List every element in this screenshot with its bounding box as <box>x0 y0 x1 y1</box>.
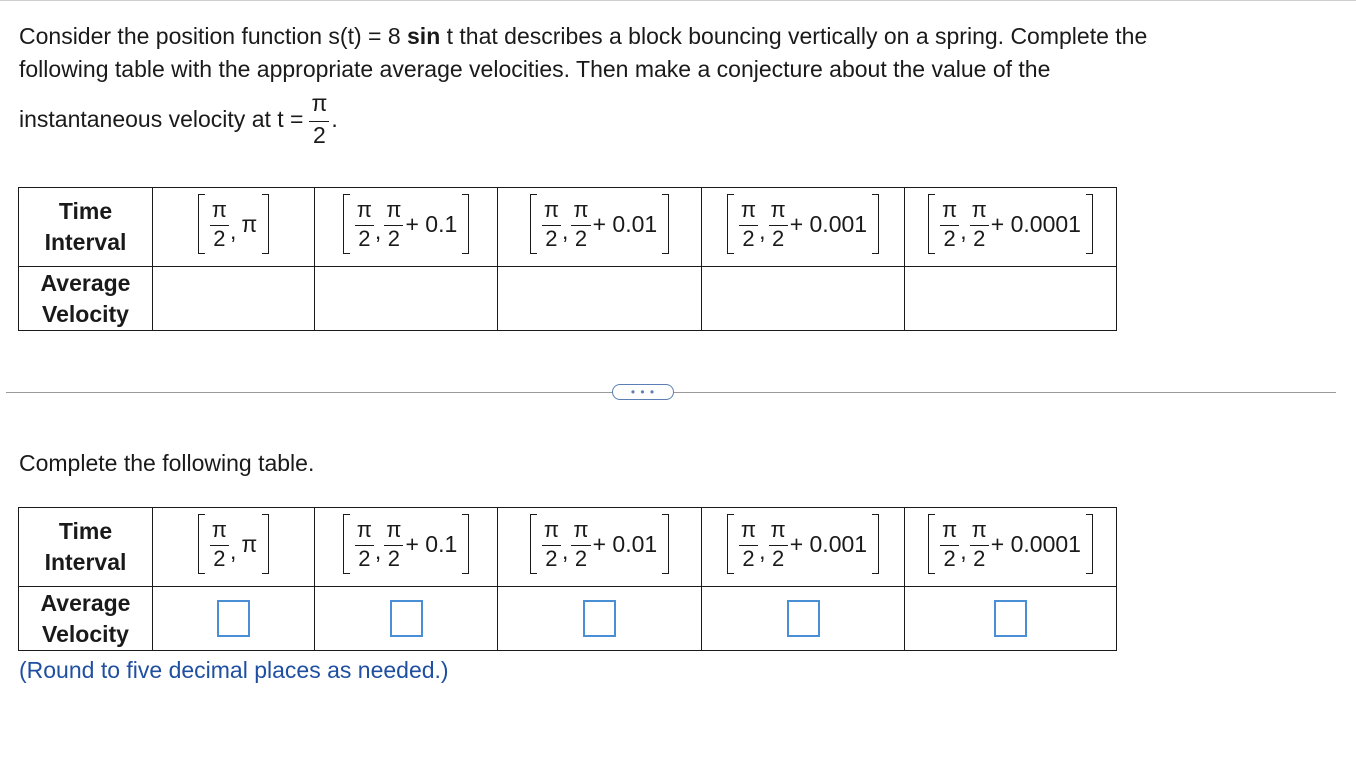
interval-cell: $\frac{\pi}{2}$ , $\frac{\pi}{2}$ + 0.001 <box>702 188 905 267</box>
sin-function: sin <box>407 23 441 49</box>
velocity-cell <box>153 267 315 331</box>
velocity-answer-input-1[interactable] <box>217 600 250 637</box>
interval-cell: $\frac{\pi}{2}$ , $\frac{\pi}{2}$ + 0.1 <box>315 508 498 587</box>
question-line-1: Consider the position function s(t) = 8 sin t that describes a block bouncing vertically on a spring. Complete the <box>19 23 1148 49</box>
show-more-button[interactable]: • • • <box>612 384 674 400</box>
velocity-answer-input-3[interactable] <box>583 600 616 637</box>
interval-cell: $\frac{\pi}{2}$ , $\frac{\pi}{2}$ + 0.0001 <box>905 508 1117 587</box>
rounding-note: (Round to five decimal places as needed.) <box>19 657 449 683</box>
velocity-answer-input-2[interactable] <box>390 600 423 637</box>
interval-cell: $\frac{\pi}{2}$ , $\frac{\pi}{2}$ + 0.01 <box>498 508 702 587</box>
time-interval-header: Time Interval <box>19 508 153 587</box>
velocity-answer-cell <box>498 587 702 651</box>
t-value-fraction: $\frac{\pi}{2}$ <box>311 90 328 148</box>
interval-cell: $\frac{\pi}{2}$ , π <box>153 188 315 267</box>
instruction-text: Complete the following table. <box>19 450 315 476</box>
velocity-cell <box>315 267 498 331</box>
velocity-answer-cell <box>315 587 498 651</box>
time-interval-header: Time Interval <box>19 188 153 267</box>
velocity-answer-cell <box>905 587 1117 651</box>
velocity-table-static <box>18 187 1117 331</box>
interval-cell: $\frac{\pi}{2}$ , $\frac{\pi}{2}$ + 0.1 <box>315 188 498 267</box>
velocity-answer-input-5[interactable] <box>994 600 1027 637</box>
velocity-table-answer <box>18 507 1117 651</box>
velocity-cell <box>905 267 1117 331</box>
interval-cell: $\frac{\pi}{2}$ , $\frac{\pi}{2}$ + 0.01 <box>498 188 702 267</box>
velocity-answer-input-4[interactable] <box>787 600 820 637</box>
interval-cell: $\frac{\pi}{2}$ , $\frac{\pi}{2}$ + 0.001 <box>702 508 905 587</box>
interval-cell: $\frac{\pi}{2}$ , $\frac{\pi}{2}$ + 0.0001 <box>905 188 1117 267</box>
average-velocity-header: Average Velocity <box>19 587 153 651</box>
question-line-2: following table with the appropriate average velocities. Then make a conjecture about the value of the <box>19 56 1051 82</box>
average-velocity-header: Average Velocity <box>19 267 153 331</box>
velocity-cell <box>702 267 905 331</box>
question-line-3: instantaneous velocity at t = $\frac{\pi}{2}$ . <box>19 90 338 148</box>
top-divider <box>0 0 1356 1</box>
interval-cell: $\frac{\pi}{2}$ , π <box>153 508 315 587</box>
velocity-answer-cell <box>702 587 905 651</box>
velocity-cell <box>498 267 702 331</box>
velocity-answer-cell <box>153 587 315 651</box>
question-text <box>19 20 1319 147</box>
